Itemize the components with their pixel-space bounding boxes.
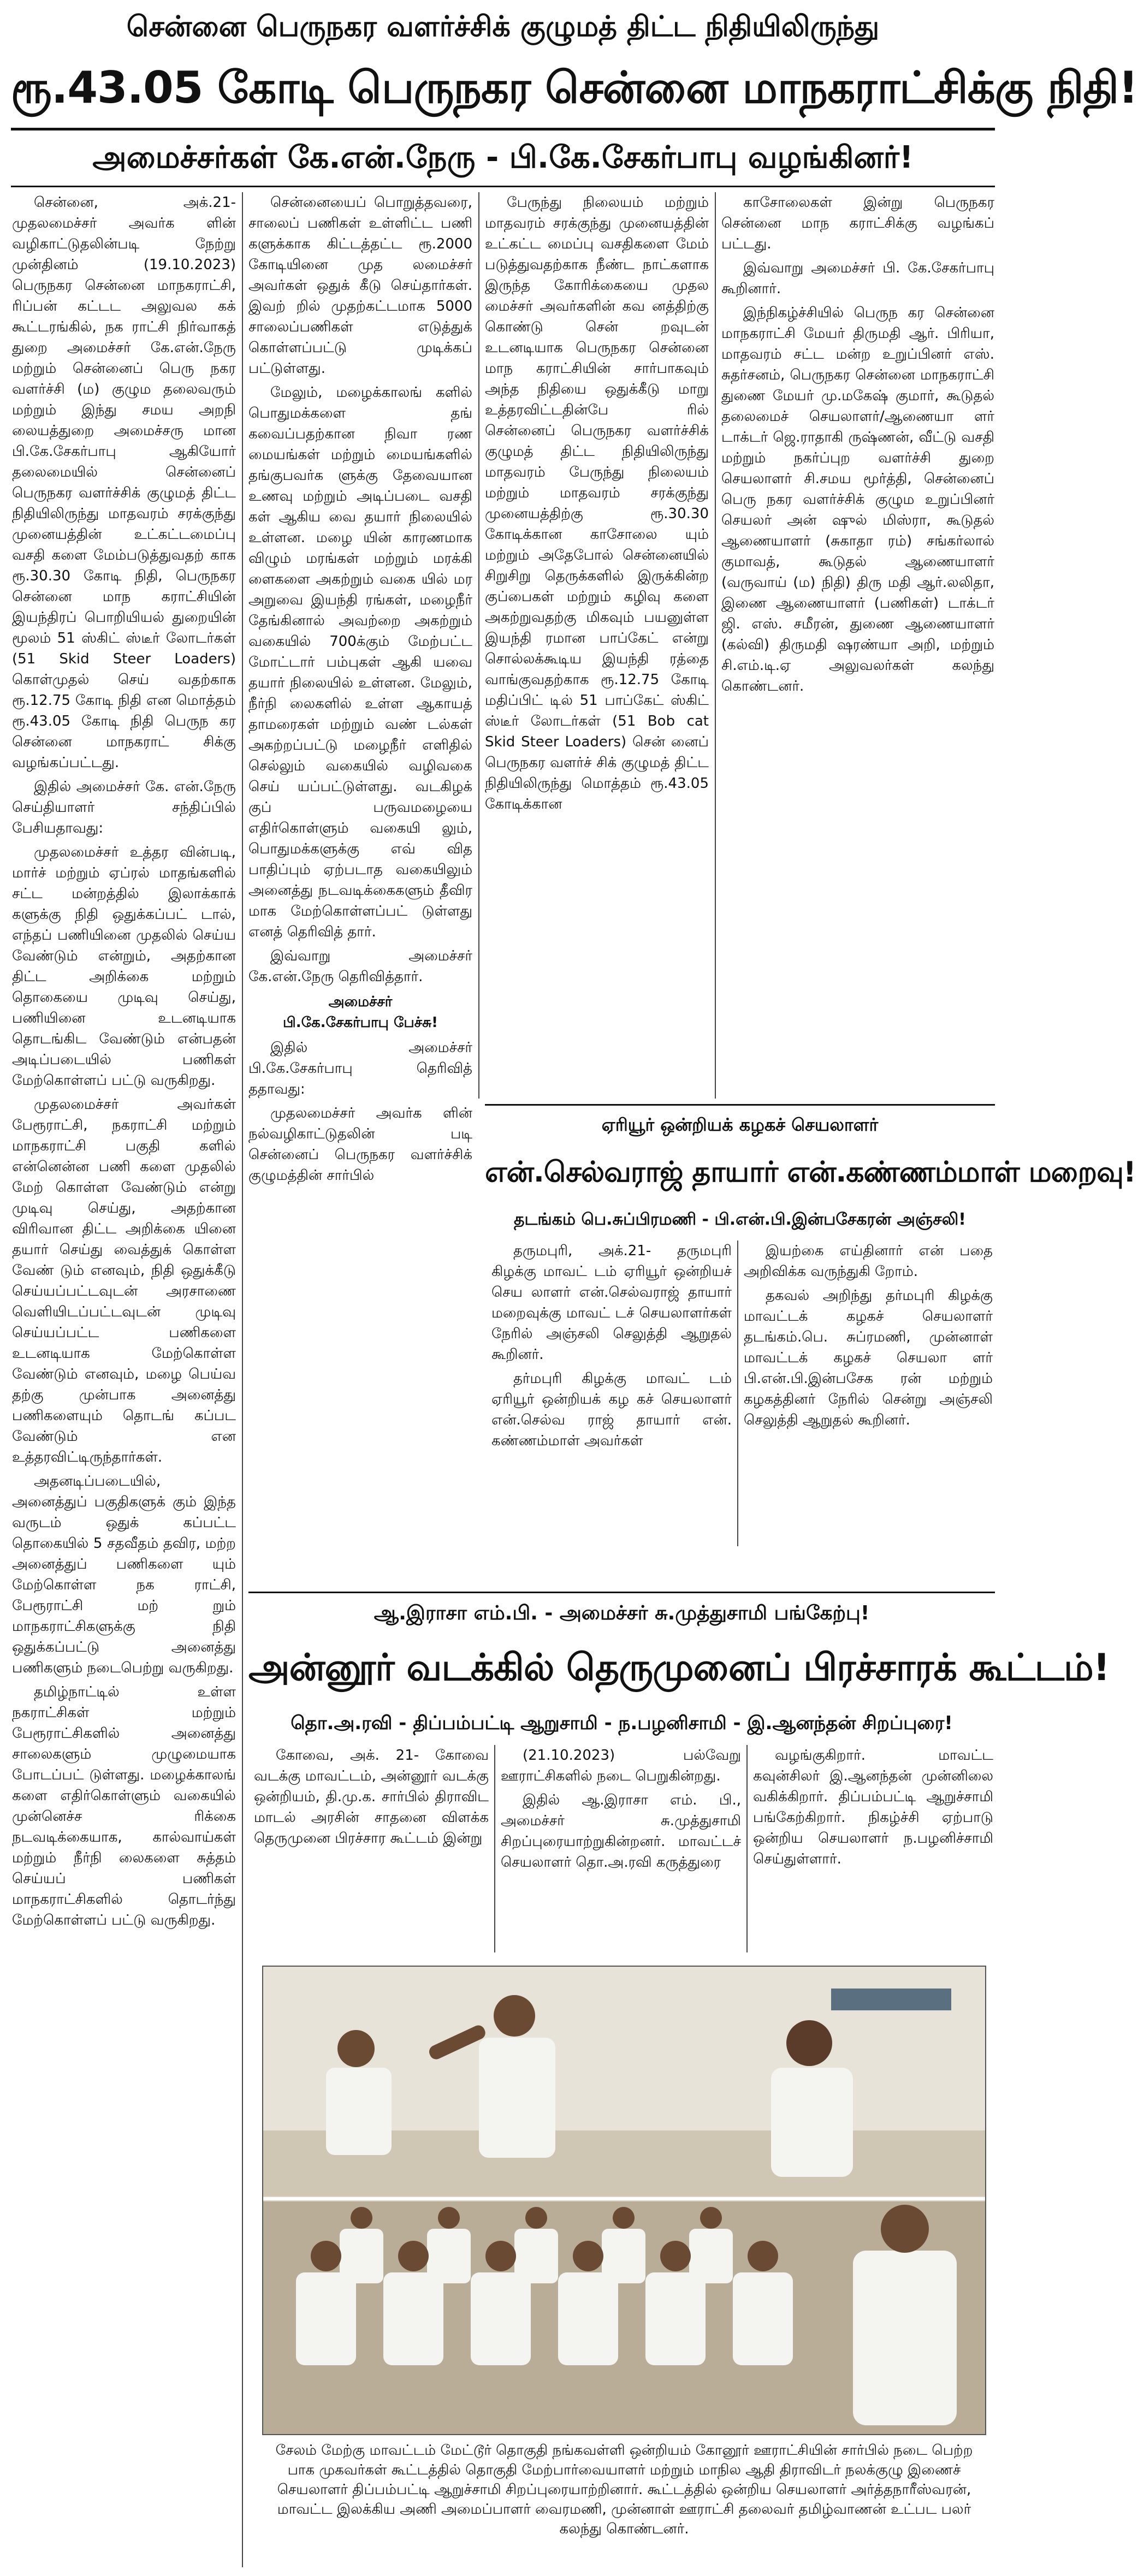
subhead-rule (11, 186, 995, 187)
paragraph: காசோலைகள் இன்று பெருநகர சென்னை மாந கராட்சிக்கு வழங்கப் பட்டது. (721, 194, 994, 252)
paragraph: சென்னையைப் பொறுத்தவரை, சாலைப் பணிகள் உள்ளிட்ட பணி களுக்காக கிட்டத்தட்ட ரூ.2000 கோடியினை முத லமைச்சர் அவர்கள் ஒதுக் கீடு செய்தார்கள். இவற் றில் முதற்கட்டமாக 5000 சாலைப்பணிகள் எடுத்துக் கொள்ளப்பட்டு முடிக்கப் பட்டுள்ளது. (248, 194, 472, 377)
paragraph: தர்மபுரி கிழக்கு மாவட் டம் ஏரியூர் ஒன்றியக் கழ கச் செயலாளர் என்.செல்வ ராஜ் தாயார் என். கண்ணம்மாள் அவர்கள் (491, 1370, 732, 1449)
paragraph: இவ்வாறு அமைச்சர் பி. கே.சேகர்பாபு கூறினார். (721, 260, 994, 297)
story3-column-b (501, 1745, 741, 1952)
paragraph: தகவல் அறிந்து தர்மபுரி கிழக்கு மாவட்டக் கழகச் செயலாளர் தடங்கம்.பெ. சுப்ரமணி, முன்னாள் மாவட்டக் கழகச் செயலா ளர் பி.என்.பி.இன்பசேக ரன் மற்றும் கழகத்தினர் நேரில் சென்று அஞ்சலி செலுத்தி ஆறுதல் கூறினர். (744, 1287, 993, 1428)
story3-kicker: ஆ.இராசா எம்.பி. - அமைச்சர் சு.முத்துசாமி பங்கேற்பு! (374, 1602, 870, 1624)
paragraph: மேலும், மழைக்காலங் களில் பொதுமக்களை தங் கவைப்பதற்கான நிவா ரண மையங்கள் மற்றும் மையங்களில் தங்குபவர்க ளுக்கு தேவையான உணவு மற்றும் அடிப்படை வசதி கள் ஆகிய வை தயார் நிலையில் உள்ளன. மழை யின் காரணமாக விழும் மரங்கள் மற்றும் மரக்கி ளைகளை அகற்றும் வகை யில் மர அறுவை இயந்தி ரங்கள், மழைநீர் தேங்கினால் அவற்றை அகற்றும் வகையில் 700க்கும் மேற்பட்ட மோட்டார் பம்புகள் ஆகி யவை தயார் நிலையில் உள்ளன. மேலும், நீர்நி லைகளில் உள்ள ஆகாயத் தாமரைகள் மற்றும் வண் டல்கள் அகற்றப்பட்டு மழைநீர் எளிதில் செல்லும் வகையில் வழிவகை செய் யப்பட்டுள்ளது. வடகிழக் குப் பருவமழையை எதிர்கொள்ளும் வகையி லும், பொதுமக்களுக்கு எவ் வித பாதிப்பும் ஏற்படாத வகையிலும் அனைத்து நடவடிக்கைகளும் தீவிர மாக மேற்கொள்ளப்பட் டுள்ளது எனத் தெரிவித் தார். (248, 384, 472, 940)
column-divider (242, 192, 243, 2567)
story1-column-1 (12, 192, 236, 2567)
story3-headline: அன்னூர் வடக்கில் தெருமுனைப் பிரச்சாரக் கூட்டம்! (248, 1646, 1110, 1689)
photo-meeting (262, 1966, 986, 2435)
story1-kicker: சென்னை பெருநகர வளர்ச்சிக் குழுமத் திட்ட நிதியிலிருந்து (126, 10, 880, 43)
paragraph: இதில் அமைச்சர் பி.கே.சேகர்பாபு தெரிவித் ததாவது: (248, 1040, 472, 1097)
headline-rule (11, 128, 995, 130)
story2-column-a (491, 1240, 732, 1546)
story1-column-4 (721, 192, 994, 1099)
paragraph: அதனடிப்படையில், அனைத்துப் பகுதிகளுக் கும் இந்த வருடம் ஒதுக் கப்பட்ட தொகையில் 5 சதவீதம் தவிர, மற்ற அனைத்துப் பணிகளை யும் மேற்கொள்ள நக ராட்சி, பேரூராட்சி மற் றும் மாநகராட்சிகளுக்கு நிதி ஒதுக்கப்பட்டு அனைத்து பணிகளும் நடைபெற்று வருகிறது. (12, 1473, 236, 1676)
story3-top-rule (248, 1592, 995, 1593)
paragraph: இந்நிகழ்ச்சியில் பெருந கர சென்னை மாநகராட்சி மேயர் திருமதி ஆர். பிரியா, மாதவரம் சட்ட மன்ற உறுப்பினர் எஸ். சுதர்சனம், பெருநகர சென்னை மாநகராட்சி துணை மேயர் மு.மகேஷ் குமார், கூடுதல் தலைமைச் செயலாளர்/ஆணையா ளர் டாக்டர் ஜெ.ராதாகி ருஷ்ணன், வீட்டு வசதி மற்றும் நகர்ப்புற வளர்ச்சி துறை செயலாளர் சி.சமய மூர்த்தி, சென்னைப் பெரு நகர வளர்ச்சிக் குழும உறுப்பினர் செயலர் அன் ஷுல் மிஸ்ரா, கூடுதல் ஆணையாளர் (சுகாதா ரம்) சங்கர்லால் குமாவத், கூடுதல் ஆணையாளர் (வருவாய் (ம) நிதி) திரு மதி ஆர்.லலிதா, இணை ஆணையாளர் (பணிகள்) டாக்டர் ஜி. எஸ். சமீரன், துணை ஆணையாளர் (கல்வி) திருமதி ஷரண்யா அறி, மற்றும் சி.எம்.டி.ஏ அலுவலர்கள் கலந்து கொண்டனர். (721, 305, 994, 695)
story2-subhead: தடங்கம் பெ.சுப்பிரமணி - பி.என்.பி.இன்பசேகரன் அஞ்சலி! (514, 1210, 966, 1229)
paragraph: முதலமைச்சர் அவர்கள் பேரூராட்சி, நகராட்சி மற்றும் மாநகராட்சி பகுதி களில் என்னென்ன பணி களை முதலில் மேற் கொள்ள வேண்டும் என்று முடிவு செய்து, அதற்கான விரிவான திட்ட அறிக்கை யினை தயார் செய்து வைத்துக் கொள்ள வேண் டும் எனவும், நிதி ஒதுக்கீடு செய்யப்பட்டவுடன் அரசாணை வெளியிடப்பட்டவுடன் முடிவு செய்யப்பட்ட பணிகளை உடனடியாக மேற்கொள்ள வேண்டும் எனவும், மழை பெய்வ தற்கு முன்பாக அனைத்து பணிகளையும் தொடங் கப்பட வேண்டும் என உத்தரவிட்டிருந்தார்கள். (12, 1096, 236, 1465)
story1-column-3 (485, 192, 709, 1099)
column-divider (715, 192, 716, 1099)
paragraph: (21.10.2023) பல்வேறு ஊராட்சிகளில் நடை பெறுகின்றது. (501, 1747, 741, 1784)
story3-column-c (753, 1745, 993, 1952)
story3-column-a (254, 1745, 489, 1952)
paragraph: முதலமைச்சர் உத்தர வின்படி, மார்ச் மற்றும் ஏப்ரல் மாதங்களில் சட்ட மன்றத்தில் இலாக்காக் களுக்கு நிதி ஒதுக்கப்பட் டால், எந்தப் பணியினை முதலில் செய்ய வேண்டும் என்றும், அதற்கான திட்ட அறிக்கை மற்றும் தொகையை முடிவு செய்து, பணியினை உடனடியாக தொடங்கிட வேண்டும் என்பதன் அடிப்படையில் பணிகள் மேற்கொள்ளப் பட்டு வருகிறது. (12, 844, 236, 1089)
story2-column-b (744, 1240, 993, 1546)
paragraph: இதில் ஆ.இராசா எம். பி., அமைச்சர் சு.முத்துசாமி சிறப்புரையாற்றுகின்றனர். மாவட்டச் செயலாளர் தொ.அ.ரவி கருத்துரை (501, 1792, 741, 1871)
paragraph: தமிழ்நாட்டில் உள்ள நகராட்சிகள் மற்றும் பேரூராட்சிகளில் அனைத்து சாலைகளும் முழுமையாக போடப்பட் டுள்ளது. மழைக்காலங் களை எதிர்கொள்ளும் வகையில் முன்னெச்ச ரிக்கை நடவடிக்கையாக, கால்வாய்கள் மற்றும் நீர்நி லைகளை சுத்தம் செய்யப் பணிகள் மாநகராட்சிகளில் தொடர்ந்து மேற்கொள்ளப் பட்டு வருகிறது. (12, 1684, 236, 1928)
story2-kicker: ஏரியூர் ஒன்றியக் கழகச் செயலாளர் (601, 1114, 879, 1135)
column-divider (746, 1745, 748, 1952)
paragraph: முதலமைச்சர் அவர்க ளின் நல்வழிகாட்டுதலின் படி சென்னைப் பெருநகர வளர்ச்சிக் குழுமத்தின் சார்பில் (248, 1105, 472, 1184)
story2-top-rule (485, 1104, 995, 1106)
story2-headline: என்.செல்வராஜ் தாயார் என்.கண்ணம்மாள் மறைவு! (485, 1156, 1136, 1189)
paragraph: இவ்வாறு அமைச்சர் கே.என்.நேரு தெரிவித்தார். (248, 948, 472, 985)
section-subhead (248, 992, 472, 1033)
column-divider (494, 1745, 495, 1952)
paragraph: இயற்கை எய்தினார் என் பதை அறிவிக்க வருந்துகி றோம். (744, 1243, 993, 1280)
section-subhead-line1: அமைச்சர் (328, 994, 393, 1010)
column-divider (737, 1240, 738, 1546)
story1-subhead: அமைச்சர்கள் கே.என்.நேரு - பி.கே.சேகர்பாபு வழங்கினர்! (92, 140, 914, 175)
section-subhead-line2: பி.கே.சேகர்பாபு பேச்சு! (283, 1014, 438, 1031)
photo-caption: சேலம் மேற்கு மாவட்டம் மேட்டூர் தொகுதி நங்கவள்ளி ஒன்றியம் கோனூர் ஊராட்சியின் சார்பில் நடை பெற்ற பாக முகவர்கள் கூட்டத்தில் தொகுதி மேற்பார்வையாளர் மற்றும் மாநில ஆதி திராவிடர் நலக்குழு இணைச் செயலாளர் திப்பம்பட்டி ஆறுச்சாமி சிறப்புரையாற்றினார். கூட்டத்தில் ஒன்றிய செயலாளர் அர்த்தநாரீஸ்வரன், மாவட்ட இலக்கிய அணி அமைப்பாளர் வைரமணி, முன்னாள் ஊராட்சி தலைவர் தமிழ்வாணன் உட்பட பலர் கலந்து கொண்டனர். (275, 2442, 973, 2537)
paragraph: வழங்குகிறார். மாவட்ட கவுன்சிலர் இ.ஆனந்தன் முன்னிலை வகிக்கிறார். திப்பம்பட்டி ஆறுச்சாமி பங்கேற்கிறார். நிகழ்ச்சி ஏற்பாடு ஒன்றிய செயலாளர் ந.பழனிச்சாமி செய்துள்ளார். (753, 1747, 993, 1867)
paragraph: தருமபுரி, அக்.21- தருமபுரி கிழக்கு மாவட் டம் ஏரியூர் ஒன்றியச் செய லாளர் என்.செல்வராஜ் தாயார் மறைவுக்கு மாவட் டச் செயலாளர்கள் நேரில் அஞ்சலி செலுத்தி ஆறுதல் கூறினர். (491, 1243, 732, 1363)
paragraph: பேருந்து நிலையம் மற்றும் மாதவரம் சரக்குந்து முனையத்தின் உட்கட்ட மைப்பு வசதிகளை மேம் படுத்துவதற்காக நீண்ட நாட்களாக இருந்த கோரிக்கையை முதல மைச்சர் அவர்களின் கவ னத்திற்கு கொண்டு சென் றவுடன் உடனடியாக பெருநகர சென்னை மாந கராட்சியின் சார்பாகவும் அந்த நிதியை ஒதுக்கீடு மாறு உத்தரவிட்டதின்பே ரில் சென்னைப் பெருநகர வளர்ச்சிக் குழுமத் திட்ட நிதியிலிருந்து மாதவரம் பேருந்து நிலையம் மற்றும் மாதவரம் சரக்குந்து முனையத்திற்கு ரூ.30.30 கோடிக்கான காசோலை யும் மற்றும் அதேபோல் சென்னையில் சிறுசிறு தெருக்களில் இருக்கின்ற குப்பைகள் மற்றும் கழிவு களை அகற்றுவதற்கு மிகவும் பயனுள்ள இயந்தி ரமான பாப்கேட் என்று சொல்லக்கூடிய இயந்தி ரத்தை வாங்குவதற்காக ரூ.12.75 கோடி மதிப்பிட் டில் 51 பாப்கேட் ஸ்கிட் ஸ்டீர் லோடர்கள் (51 Bob cat Skid Steer Loaders) சென் னைப் பெருநகர வளர்ச் சிக் குழுமத் திட்ட நிதியிலிருந்து மொத்தம் ரூ.43.05 கோடிக்கான (485, 194, 709, 812)
story3-subhead: தொ.அ.ரவி - திப்பம்பட்டி ஆறுசாமி - ந.பழனிசாமி - இ.ஆனந்தன் சிறப்புரை! (291, 1712, 953, 1734)
paragraph: சென்னை, அக்.21- முதலமைச்சர் அவர்க ளின் வழிகாட்டுதலின்படி நேற்று முன்தினம் (19.10.2023) பெருநகர சென்னை மாநகராட்சி, ரிப்பன் கட்டட அலுவல கக் கூட்டரங்கில், நக ராட்சி நிர்வாகத் துறை அமைச்சர் கே.என்.நேரு மற்றும் சென்னைப் பெரு நகர வளர்ச்சி (ம) குழும தலைவரும் மற்றும் இந்து சமய அறநி லையத்துறை அமைச்சரு மான பி.கே.சேகர்பாபு ஆகியோர் தலைமையில் சென்னைப் பெருநகர வளர்ச்சிக் குழுமத் திட்ட நிதியிலிருந்து மாதவரம் சரக்குந்து முனையத்தின் உட்கட்டமைப்பு வசதி களை மேம்படுத்துவதற் காக ரூ.30.30 கோடி நிதி, பெருநகர சென்னை மாந கராட்சியின் இயந்திரப் பொறியியல் துறையின் மூலம் 51 ஸ்கிட் ஸ்டீர் லோடர்கள் (51 Skid Steer Loaders) கொள்முதல் செய் வதற்காக ரூ.12.75 கோடி நிதி என மொத்தம் ரூ.43.05 கோடி நிதி பெருந கர சென்னை மாநகராட் சிக்கு வழங்கப்பட்டது. (12, 194, 236, 771)
paragraph: இதில் அமைச்சர் கே. என்.நேரு செய்தியாளர் சந்திப்பில் பேசியதாவது: (12, 779, 236, 836)
story1-headline: ரூ.43.05 கோடி பெருநகர சென்னை மாநகராட்சிக்கு நிதி! (11, 62, 1138, 113)
meeting-photo-illustration (263, 1967, 985, 2434)
paragraph: கோவை, அக். 21- கோவை வடக்கு மாவட்டம், அன்னூர் வடக்கு ஒன்றியம், தி.மு.க. சார்பில் திராவிட மாடல் அரசின் சாதனை விளக்க தெருமுனை பிரச்சார கூட்டம் இன்று (254, 1747, 489, 1847)
story1-column-2 (248, 192, 472, 1584)
column-divider (478, 192, 479, 1099)
